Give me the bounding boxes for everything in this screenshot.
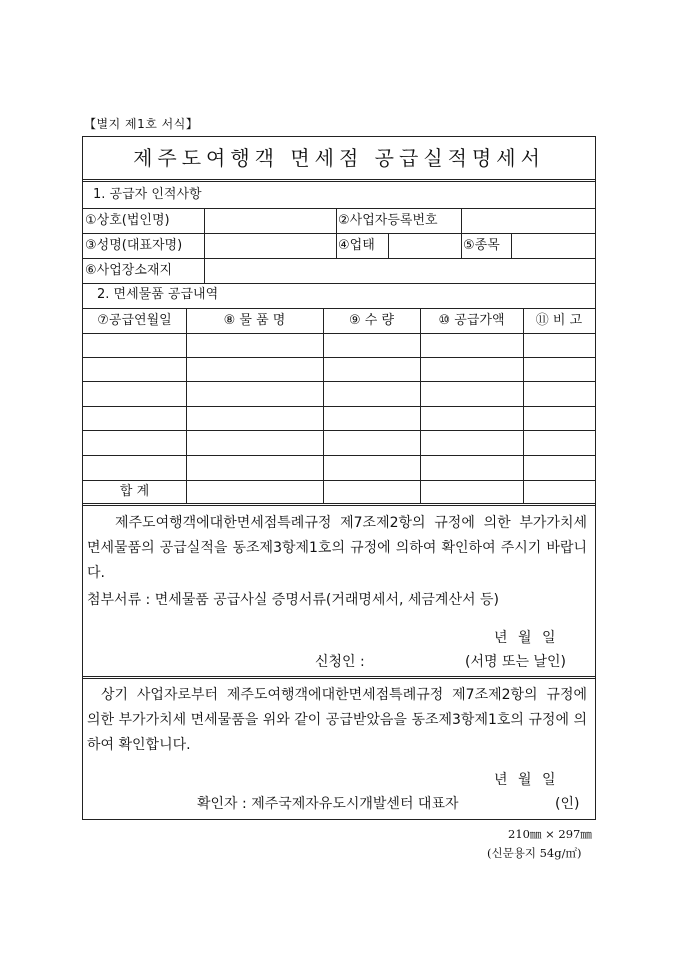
section-divider [83,676,595,679]
business-type-field[interactable] [390,234,460,258]
applicant-label: 신청인 : [315,654,365,670]
table-row [83,406,595,407]
business-reg-no-field[interactable] [463,209,593,233]
col-divider [388,233,389,258]
paper-size: 210㎜ × 297㎜ [508,827,592,841]
business-reg-no-label: ②사업자등록번호 [338,213,438,228]
column-header: ⑨ 수 량 [348,313,395,328]
title-divider [83,179,595,182]
business-type-label: ④업태 [338,238,375,253]
table-row [83,381,595,382]
item-label: ⑤종목 [463,238,500,253]
applicant-signature: (서명 또는 날인) [465,654,566,670]
column-header: ⑩ 공급가액 [438,313,505,328]
confirmation-statement: 상기 사업자로부터 제주도여행객에대한면세점특례규정 제7조제2항의 규정에 의한 부가가치세 면세물품을 위와 같이 공급받았음을 동조제3항제1호의 규정에 의하여 확인합니다. [87,687,587,753]
trade-name-field[interactable] [206,209,336,233]
form-title: 제주도여행객 면세점 공급실적명세서 [133,146,545,170]
attachment-note: 첨부서류 : 면세물품 공급사실 증명서류(거래명세서, 세금계산서 등) [87,592,499,608]
statement-form [82,136,596,820]
row-divider [83,333,595,334]
column-header: ⑦공급연월일 [97,313,172,328]
section1-heading: 1. 공급자 인적사항 [93,187,202,202]
trade-name-label: ①상호(법인명) [85,213,170,228]
name-label: ③성명(대표자명) [85,238,183,253]
column-header: ⑪ 비 고 [535,313,583,328]
confirmation-date: 년 월 일 [494,772,556,788]
confirmer-seal: (인) [555,796,580,812]
table-row [83,357,595,358]
address-label: ⑥사업장소재지 [85,263,173,278]
total-divider [83,503,595,506]
application-statement: 제주도여행객에대한면세점특례규정 제7조제2항의 규정에 의한 부가가치세 면세물품의 공급실적을 동조제3항제1호의 규정에 의하여 확인하여 주시기 바랍니다. [87,515,587,581]
form-number-label: 【별지 제1호 서식】 [84,117,199,131]
total-label: 합 계 [119,484,150,499]
name-field[interactable] [206,234,336,258]
item-field[interactable] [513,234,593,258]
col-divider [511,233,512,258]
address-field[interactable] [206,259,592,283]
confirmer-label: 확인자 : 제주국제자유도시개발센터 대표자 [197,796,459,812]
paper-type: (신문용지 54g/㎡) [487,846,582,860]
col-divider [204,208,205,283]
col-divider [461,208,462,233]
application-date: 년 월 일 [494,630,556,646]
column-header: ⑧ 물 품 명 [223,313,286,328]
col-divider [461,233,462,258]
table-row [83,455,595,456]
section2-heading: 2. 면세물품 공급내역 [97,287,219,302]
table-row [83,430,595,431]
